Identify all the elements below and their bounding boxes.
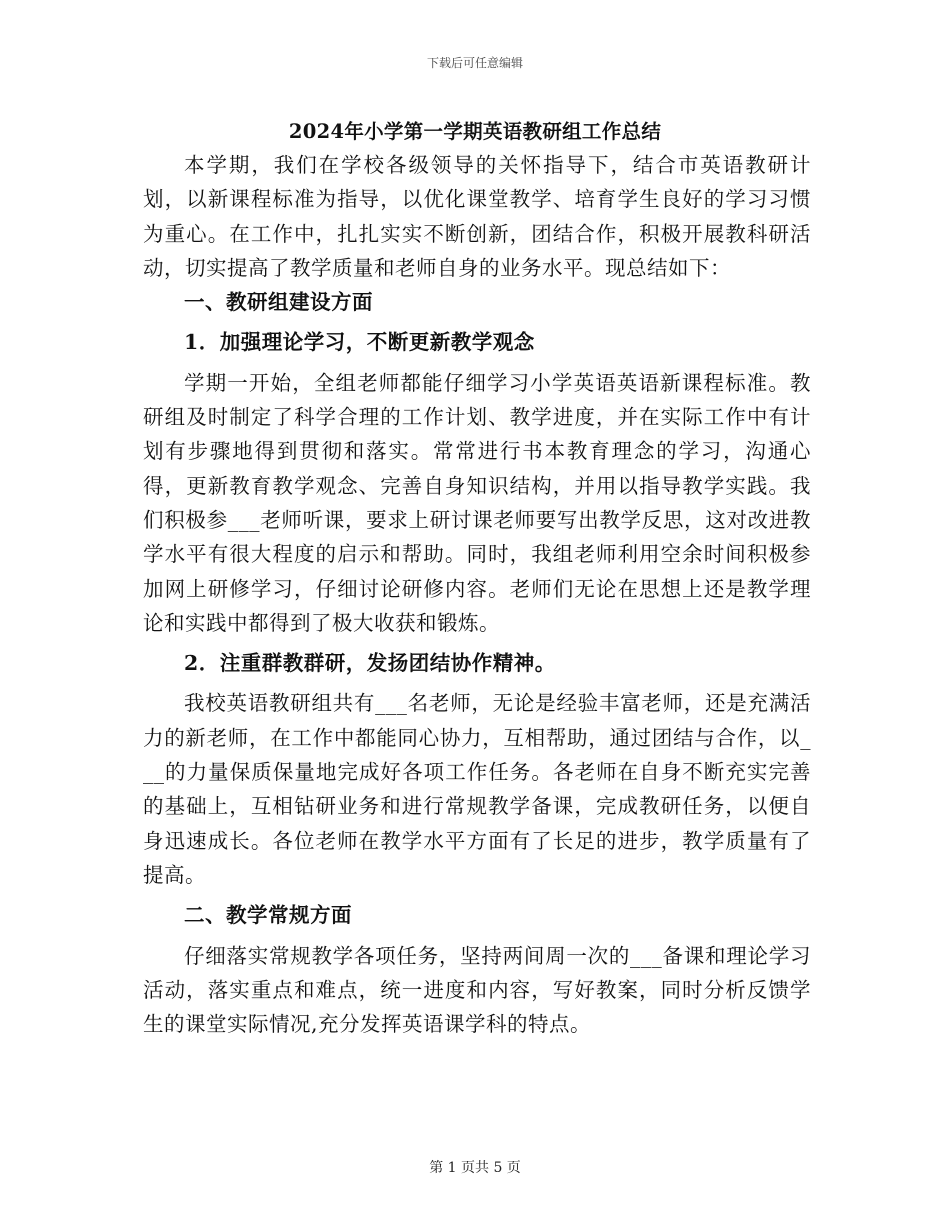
document-title: 2024年小学第一学期英语教研组工作总结 <box>288 120 662 143</box>
subsection-2-heading: 2．注重群教群研，发扬团结协作精神。 <box>184 651 556 676</box>
intro-paragraph: 本学期，我们在学校各级领导的关怀指导下，结合市英语教研计划，以新课程标准为指导，以优化课堂教学、培育学生良好的学习习惯为重心。在工作中，扎扎实实不断创新，团结合作，积极开展教科研活动，切实提高了教学质量和老师自身的业务水平。现总结如下： <box>143 153 811 280</box>
section-2-paragraph: 仔细落实常规教学各项任务，坚持两间周一次的___备课和理论学习活动，落实重点和难点，统一进度和内容，写好教案，同时分析反馈学生的课堂实际情况,充分发挥英语课学科的特点。 <box>143 943 811 1037</box>
subsection-1-heading: 1．加强理论学习，不断更新教学观念 <box>184 330 535 355</box>
header-note: 下载后可任意编辑 <box>426 56 523 70</box>
page-footer: 第 1 页共 5 页 <box>429 1160 521 1176</box>
document-body <box>143 148 811 1041</box>
section-2-heading: 二、教学常规方面 <box>184 903 352 928</box>
subsection-1-paragraph: 学期一开始，全组老师都能仔细学习小学英语英语新课程标准。教研组及时制定了科学合理的工作计划、教学进度，并在实际工作中有计划有步骤地得到贯彻和落实。常常进行书本教育理念的学习，沟通心得，更新教育教学观念、完善自身知识结构，并用以指导教学实践。我们积极参___老师听课，要求上研讨课老师要写出教学反思，这对改进教学水平有很大程度的启示和帮助。同时，我组老师利用空余时间积极参加网上研修学习，仔细讨论研修内容。老师们无论在思想上还是教学理论和实践中都得到了极大收获和锻炼。 <box>143 370 811 635</box>
section-1-heading: 一、教研组建设方面 <box>184 290 373 315</box>
subsection-2-paragraph: 我校英语教研组共有___名老师，无论是经验丰富老师，还是充满活力的新老师，在工作中都能同心协力，互相帮助，通过团结与合作，以___的力量保质保量地完成好各项工作任务。各老师在自身不断充实完善的基础上，互相钻研业务和进行常规教学备课，完成教研任务，以便自身迅速成长。各位老师在教学水平方面有了长足的进步，教学质量有了提高。 <box>143 691 811 887</box>
